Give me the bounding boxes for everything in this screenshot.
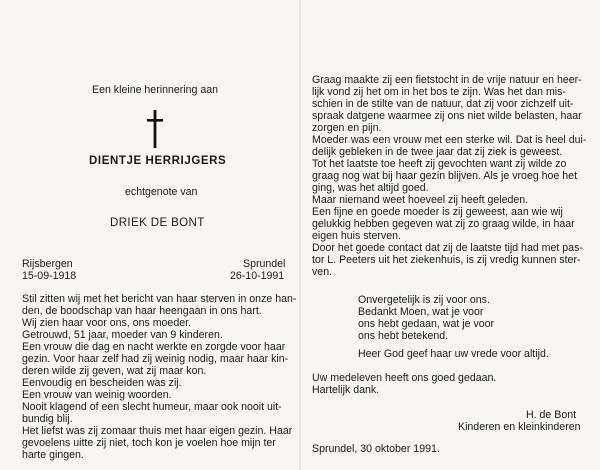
text-line: bundig blij. [22,413,73,425]
birth-date: 15-09-1918 [22,270,77,282]
text-line: schien in de stilte van de natuur, dat zij voor zichzelf uit- [312,98,574,110]
text-line: harte gingen. [22,449,84,461]
text-line: ging, was het altijd goed. [312,182,429,194]
biography-right [312,74,587,278]
text-line: Eenvoudig en bescheiden was zij. [22,377,182,389]
deceased-name: DIENTJE HERRIJGERS [89,155,227,167]
text-line: Nooit klagend of een slecht humeur, maar ook nooit uit- [22,401,282,413]
text-line: ven. [312,266,333,278]
text-line: Wij zien haar voor ons, ons moeder. [22,317,191,329]
poem-line: ons hebt gedaan, wat je voor [358,318,495,330]
signature-family: Kinderen en kleinkinderen [458,421,581,433]
signature-name: H. de Bont [526,409,577,421]
text-line: deren wilde zij geven, wat zij maar kon. [22,365,207,377]
intro-text: Een kleine herinnering aan [92,84,219,96]
prayer-text: Heer God geef haar uw vrede voor altijd. [358,348,549,360]
text-line: Een vrouw van weinig woorden. [22,389,172,401]
text-line: delijk gebleken in de twee jaar dat zij ziek is geweest. [312,146,563,158]
text-line: eigen huis sterven. [312,230,401,242]
birth-place: Rijsbergen [22,258,73,270]
text-line: spraak datgene waarmee zij ons niet wilde belasten, haar [312,110,582,122]
text-line: gevoelens uitte zij niet, toch kon je voelen hoe mijn ter [22,437,276,449]
text-line: graag nog wat bij haar gezin blijven. Als je vroeg hoe het [312,170,578,182]
card-fold [299,0,301,470]
text-line: gezin. Voor haar zelf had zij weinig nodig, maar haar kin- [22,353,289,365]
biography-left [22,293,297,461]
text-line: Stil zitten wij met het bericht van haar sterven in onze han- [22,293,297,305]
text-line: Graag maakte zij een fietstocht in de vrije natuur en heer- [312,74,582,86]
spouse-name: DRIEK DE BONT [110,217,205,229]
text-line: Moeder was een vrouw met een sterke wil. Dat is heel dui- [312,134,587,146]
text-line: Maar niemand weet hoeveel zij heeft geleden. [312,194,529,206]
place-date: Sprundel, 30 oktober 1991. [312,443,440,455]
text-line: Door het goede contact dat zij de laatste tijd had met pas- [312,242,583,254]
text-line: Getrouwd, 51 jaar, moeder van 9 kinderen. [22,329,223,341]
thanks-line-1: Uw medeleven heeft ons goed gedaan. [312,372,497,384]
text-line: lijk vond zij het om in het bos te zijn. Was het dan mis- [312,86,566,98]
text-line: den, de boodschap van haar heengaan in ons hart. [22,305,262,317]
death-date: 26-10-1991 [230,270,285,282]
cross-icon [147,110,163,148]
death-place: Sprundel [243,258,286,270]
text-line: zorgen en pijn. [312,122,382,134]
text-line: Een fijne en goede moeder is zij geweest, aan wie wij [312,206,563,218]
text-line: gelukkig hebben gegeven wat zij zo graag wilde, in haar [312,218,575,230]
relation-text: echtgenote van [125,186,198,198]
poem-line: Onvergetelijk is zij voor ons. [358,294,490,306]
text-line: Het liefst was zij zomaar thuis met haar eigen gezin. Haar [22,425,293,437]
thanks-line-2: Hartelijk dank. [312,384,380,396]
text-line: Een vrouw die dag en nacht werkte en zorgde voor haar [22,341,286,353]
poem [358,294,558,342]
text-line: tor L. Peeters uit het ziekenhuis, is zij vredig kunnen ster- [312,254,581,266]
text-line: Tot het laatste toe heeft zij gevochten want zij wilde zo [312,158,567,170]
poem-line: Bedankt Moen, wat je voor [358,306,484,318]
poem-line: ons hebt betekend. [358,330,449,342]
